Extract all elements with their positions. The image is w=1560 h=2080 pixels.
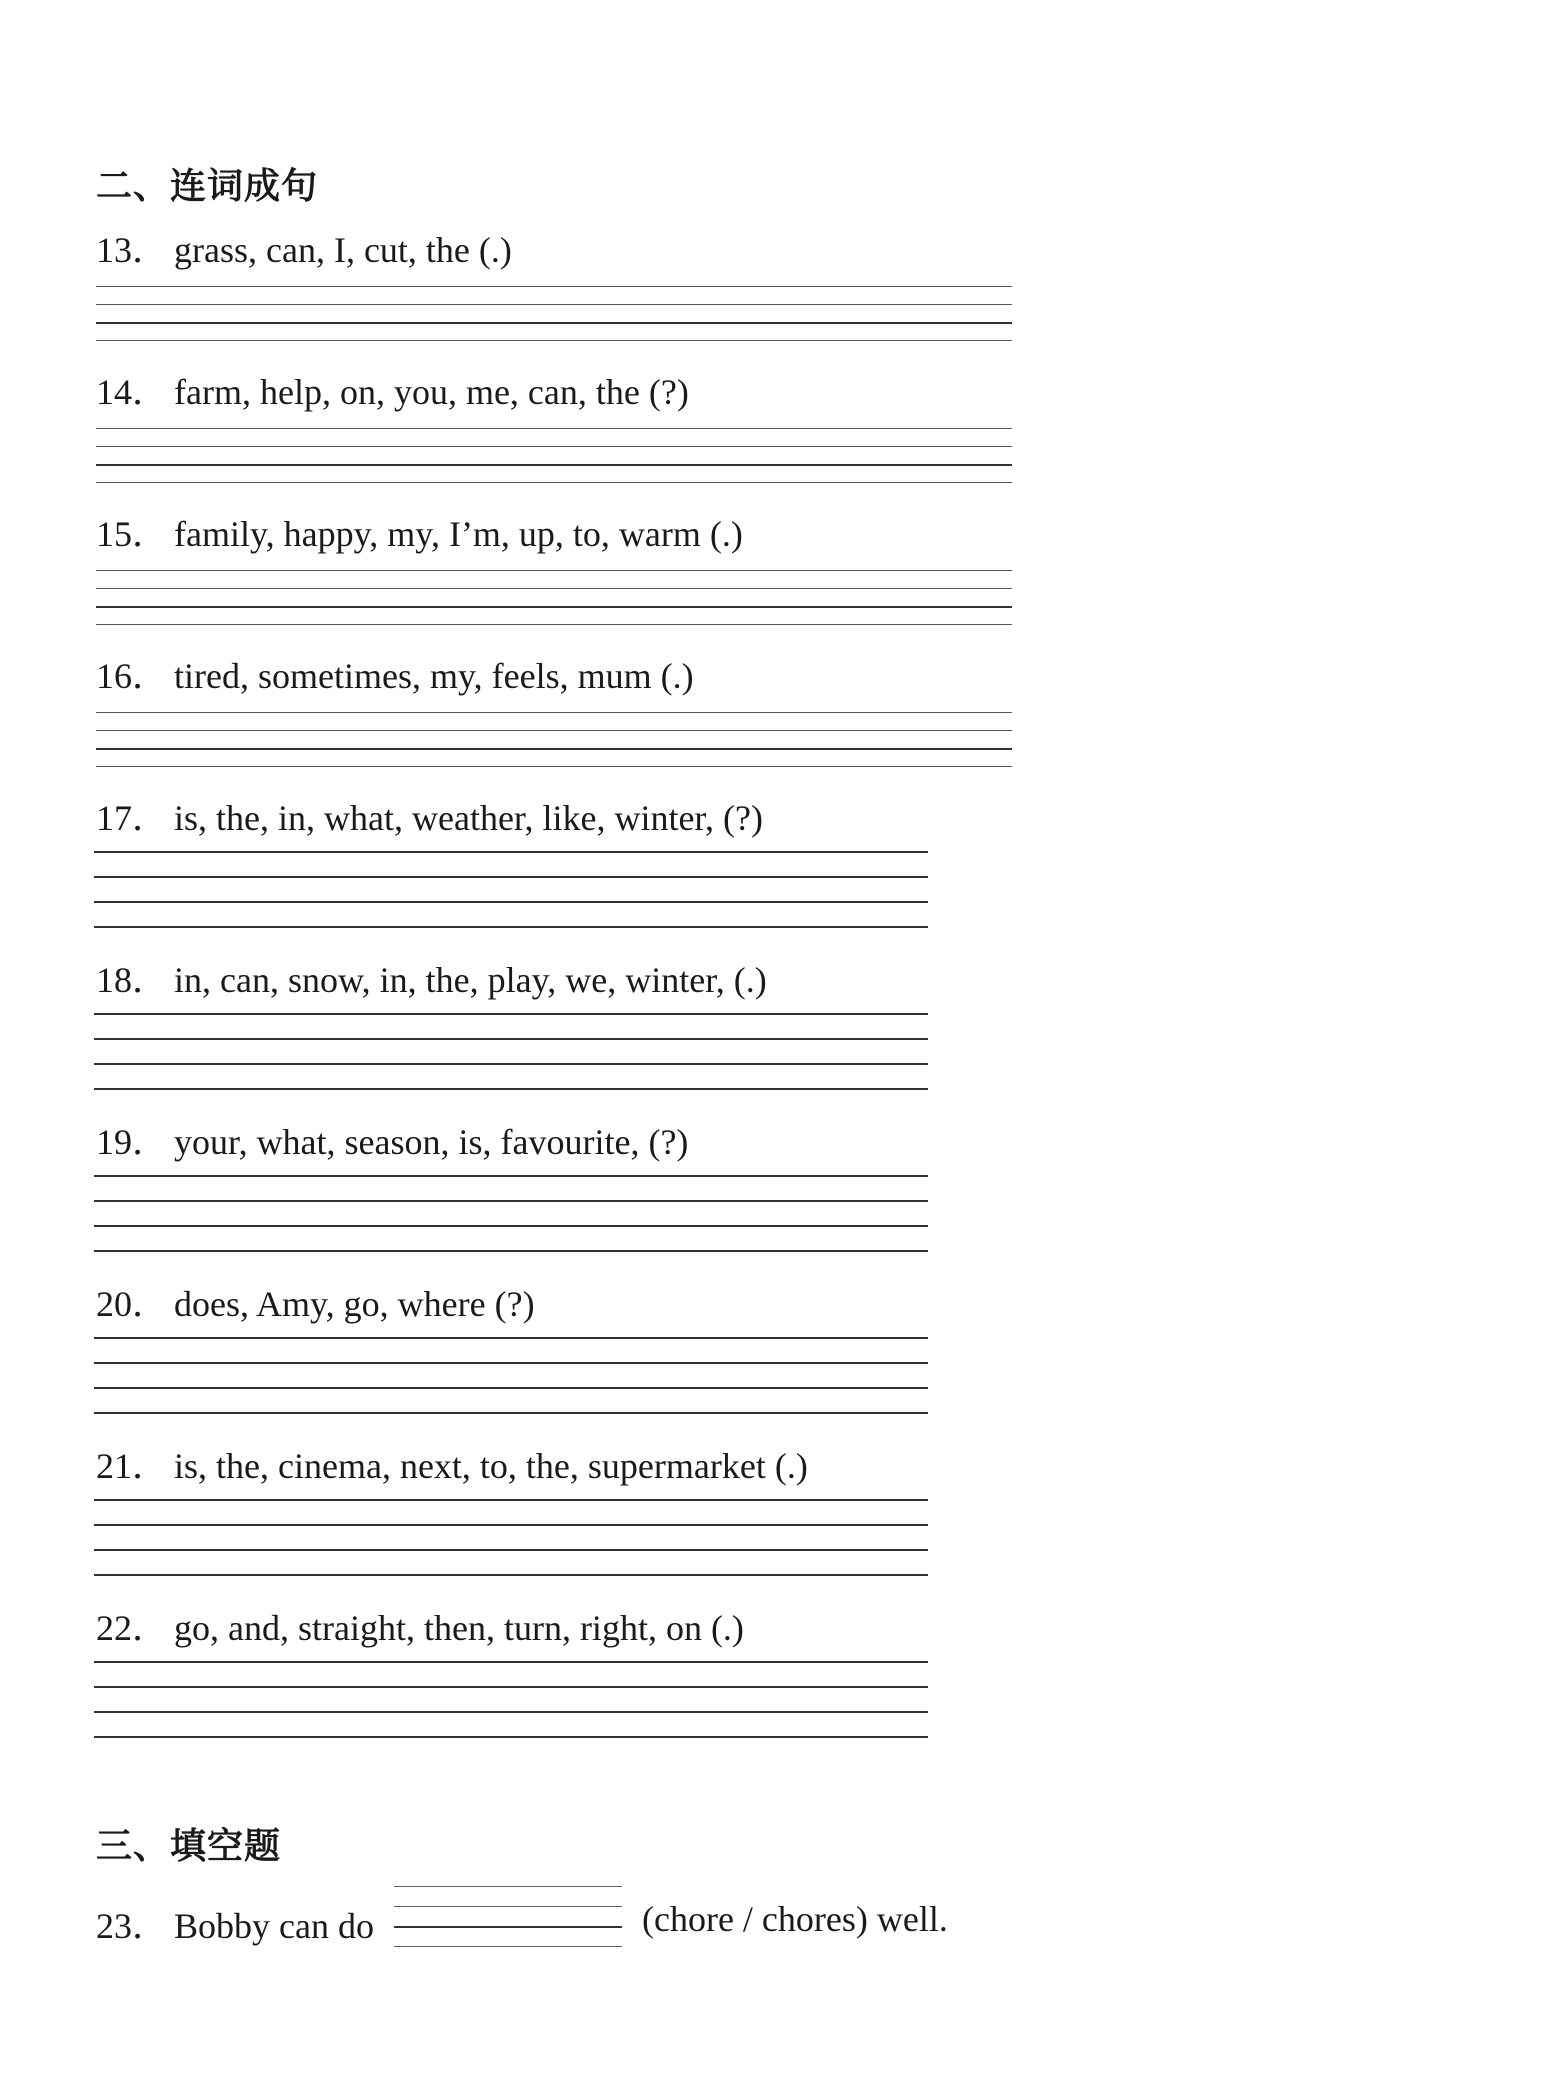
answer-line[interactable] <box>96 570 1012 571</box>
answer-line[interactable] <box>94 1524 928 1526</box>
question-19 <box>96 1114 688 1165</box>
answer-line[interactable] <box>94 1337 928 1339</box>
answer-line[interactable] <box>96 482 1012 483</box>
answer-line[interactable] <box>94 876 928 878</box>
blank-line[interactable] <box>394 1946 622 1947</box>
blank-line[interactable] <box>394 1906 622 1907</box>
answer-line[interactable] <box>96 304 1012 305</box>
answer-line[interactable] <box>94 1387 928 1389</box>
question-number: 20． <box>96 1284 169 1324</box>
answer-line[interactable] <box>94 1362 928 1364</box>
answer-line[interactable] <box>96 322 1012 324</box>
answer-line[interactable] <box>94 1200 928 1202</box>
question-words: tired, sometimes, my, feels, mum (.) <box>174 656 694 696</box>
answer-line[interactable] <box>96 464 1012 466</box>
answer-line[interactable] <box>96 606 1012 608</box>
answer-line[interactable] <box>94 926 928 928</box>
answer-line[interactable] <box>94 1038 928 1040</box>
question-words: family, happy, my, I’m, up, to, warm (.) <box>174 514 743 554</box>
question-text-before: Bobby can do <box>174 1906 374 1946</box>
question-words: grass, can, I, cut, the (.) <box>174 230 512 270</box>
answer-line[interactable] <box>94 1549 928 1551</box>
question-words: is, the, cinema, next, to, the, supermarket (.) <box>174 1446 808 1486</box>
question-number: 15． <box>96 514 169 554</box>
answer-line[interactable] <box>96 340 1012 341</box>
question-13 <box>96 222 512 273</box>
question-14 <box>96 364 689 415</box>
question-words: in, can, snow, in, the, play, we, winter, (.) <box>174 960 767 1000</box>
answer-line[interactable] <box>94 901 928 903</box>
answer-line[interactable] <box>96 428 1012 429</box>
answer-line[interactable] <box>94 1686 928 1688</box>
question-number: 16． <box>96 656 169 696</box>
answer-line[interactable] <box>96 712 1012 713</box>
question-number: 14． <box>96 372 169 412</box>
answer-line[interactable] <box>94 1412 928 1414</box>
question-23 <box>96 1898 374 1949</box>
answer-line[interactable] <box>96 446 1012 447</box>
answer-line[interactable] <box>94 1250 928 1252</box>
section-heading: 三、填空题 <box>96 1826 282 1867</box>
question-20 <box>96 1276 535 1327</box>
section-heading: 二、连词成句 <box>96 166 319 207</box>
answer-line[interactable] <box>94 1063 928 1065</box>
answer-line[interactable] <box>94 1225 928 1227</box>
question-number: 17． <box>96 798 169 838</box>
blank-line[interactable] <box>394 1886 622 1887</box>
question-22 <box>96 1600 744 1651</box>
question-17 <box>96 790 763 841</box>
answer-line[interactable] <box>94 1088 928 1090</box>
question-number: 19． <box>96 1122 169 1162</box>
question-number: 23． <box>96 1906 169 1946</box>
question-text-after: (chore / chores) well. <box>642 1899 948 1939</box>
question-15 <box>96 506 743 557</box>
question-words: is, the, in, what, weather, like, winter, (?) <box>174 798 763 838</box>
question-words: your, what, season, is, favourite, (?) <box>174 1122 689 1162</box>
answer-line[interactable] <box>94 1175 928 1177</box>
question-number: 22． <box>96 1608 169 1648</box>
question-16 <box>96 648 694 699</box>
question-number: 13． <box>96 230 169 270</box>
question-words: go, and, straight, then, turn, right, on (.) <box>174 1608 744 1648</box>
blank-line[interactable] <box>394 1926 622 1928</box>
answer-line[interactable] <box>96 286 1012 287</box>
question-words: does, Amy, go, where (?) <box>174 1284 535 1324</box>
question-18 <box>96 952 767 1003</box>
question-21 <box>96 1438 808 1489</box>
answer-line[interactable] <box>94 1661 928 1663</box>
answer-line[interactable] <box>94 1736 928 1738</box>
question-number: 21． <box>96 1446 169 1486</box>
question-number: 18． <box>96 960 169 1000</box>
answer-line[interactable] <box>96 624 1012 625</box>
answer-line[interactable] <box>96 748 1012 750</box>
question-words: farm, help, on, you, me, can, the (?) <box>174 372 689 412</box>
answer-line[interactable] <box>96 588 1012 589</box>
answer-line[interactable] <box>94 851 928 853</box>
answer-line[interactable] <box>94 1574 928 1576</box>
answer-line[interactable] <box>96 730 1012 731</box>
answer-line[interactable] <box>94 1013 928 1015</box>
answer-line[interactable] <box>96 766 1012 767</box>
answer-line[interactable] <box>94 1499 928 1501</box>
answer-line[interactable] <box>94 1711 928 1713</box>
